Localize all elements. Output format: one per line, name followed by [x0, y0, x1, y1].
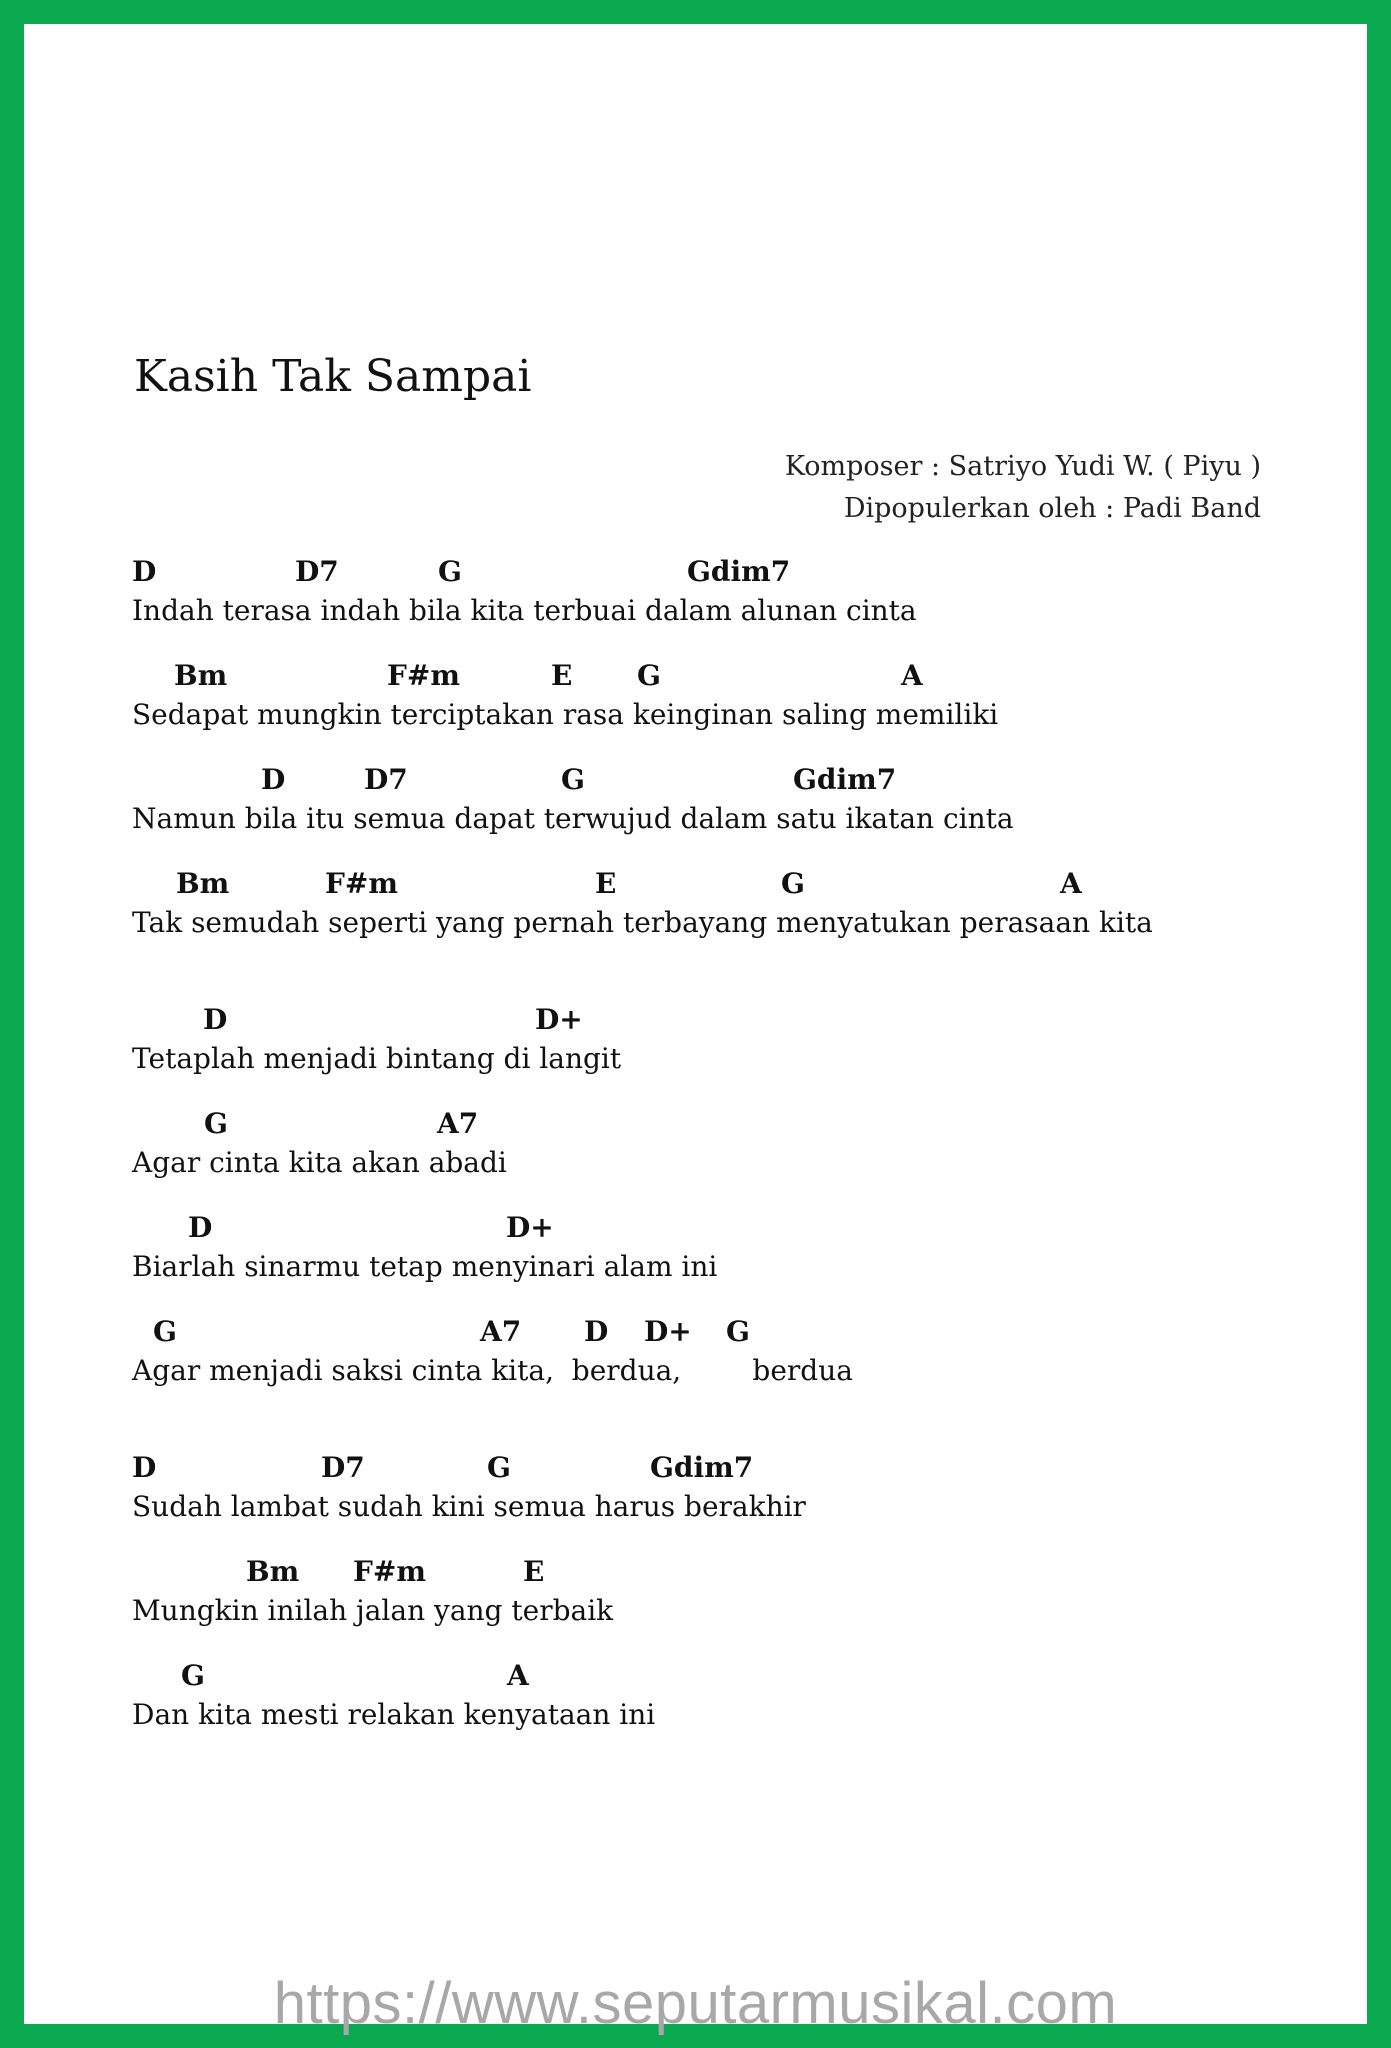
chord: A [507, 1659, 529, 1692]
lyric-line: Dan kita mesti relakan kenyataan ini [132, 1698, 656, 1731]
chord: G [438, 555, 462, 588]
lyric-line: Indah terasa indah bila kita terbuai dalam alunan cinta [132, 594, 917, 627]
chord: G [637, 659, 661, 692]
lyric-line: Sedapat mungkin terciptakan rasa keinginan saling memiliki [132, 698, 999, 731]
chord: D7 [295, 555, 339, 588]
song-title: Kasih Tak Sampai [134, 351, 532, 402]
lyric-line: Sudah lambat sudah kini semua harus berakhir [132, 1490, 806, 1523]
chord: E [595, 867, 617, 900]
chord: D7 [321, 1451, 365, 1484]
chord: D [188, 1211, 213, 1244]
chord: Bm [176, 867, 230, 900]
chord: Gdim7 [793, 763, 897, 796]
chord: G [781, 867, 805, 900]
chord: F#m [325, 867, 398, 900]
chord: D [132, 555, 157, 588]
chord: E [523, 1555, 545, 1588]
site-watermark: https://www.seputarmusikal.com [273, 1971, 1118, 2036]
chord: G [487, 1451, 511, 1484]
chord: A7 [480, 1315, 522, 1348]
lyric-line: Mungkin inilah jalan yang terbaik [132, 1594, 614, 1627]
chord: A7 [437, 1107, 479, 1140]
chord: Bm [174, 659, 228, 692]
chord: F#m [387, 659, 460, 692]
chord: A [901, 659, 923, 692]
chord: F#m [353, 1555, 426, 1588]
chord: Gdim7 [687, 555, 791, 588]
lyric-line: Tetaplah menjadi bintang di langit [132, 1042, 622, 1075]
popularized-credit: Dipopulerkan oleh : Padi Band [843, 493, 1261, 524]
chord: D [132, 1451, 157, 1484]
lyric-line: Agar cinta kita akan abadi [132, 1146, 507, 1179]
composer-credit: Komposer : Satriyo Yudi W. ( Piyu ) [784, 451, 1261, 482]
lyric-line: Namun bila itu semua dapat terwujud dalam satu ikatan cinta [132, 802, 1014, 835]
chord: G [153, 1315, 177, 1348]
chord: A [1060, 867, 1082, 900]
chord: D [203, 1003, 228, 1036]
chord: E [551, 659, 573, 692]
chord: G [726, 1315, 750, 1348]
chord: D+ [535, 1003, 583, 1036]
chord: D7 [364, 763, 408, 796]
lyric-line: Biarlah sinarmu tetap menyinari alam ini [132, 1250, 718, 1283]
lyric-line: Tak semudah seperti yang pernah terbayang menyatukan perasaan kita [132, 906, 1153, 939]
chord: G [561, 763, 585, 796]
song-credits [785, 446, 1261, 530]
chord: Bm [246, 1555, 300, 1588]
chord: D [261, 763, 286, 796]
lyric-line: Agar menjadi saksi cinta kita, berdua, berdua [132, 1354, 853, 1387]
chord: D+ [644, 1315, 692, 1348]
chord: Gdim7 [650, 1451, 754, 1484]
chord: D [584, 1315, 609, 1348]
chord: G [204, 1107, 228, 1140]
chord: G [181, 1659, 205, 1692]
chord: D+ [506, 1211, 554, 1244]
